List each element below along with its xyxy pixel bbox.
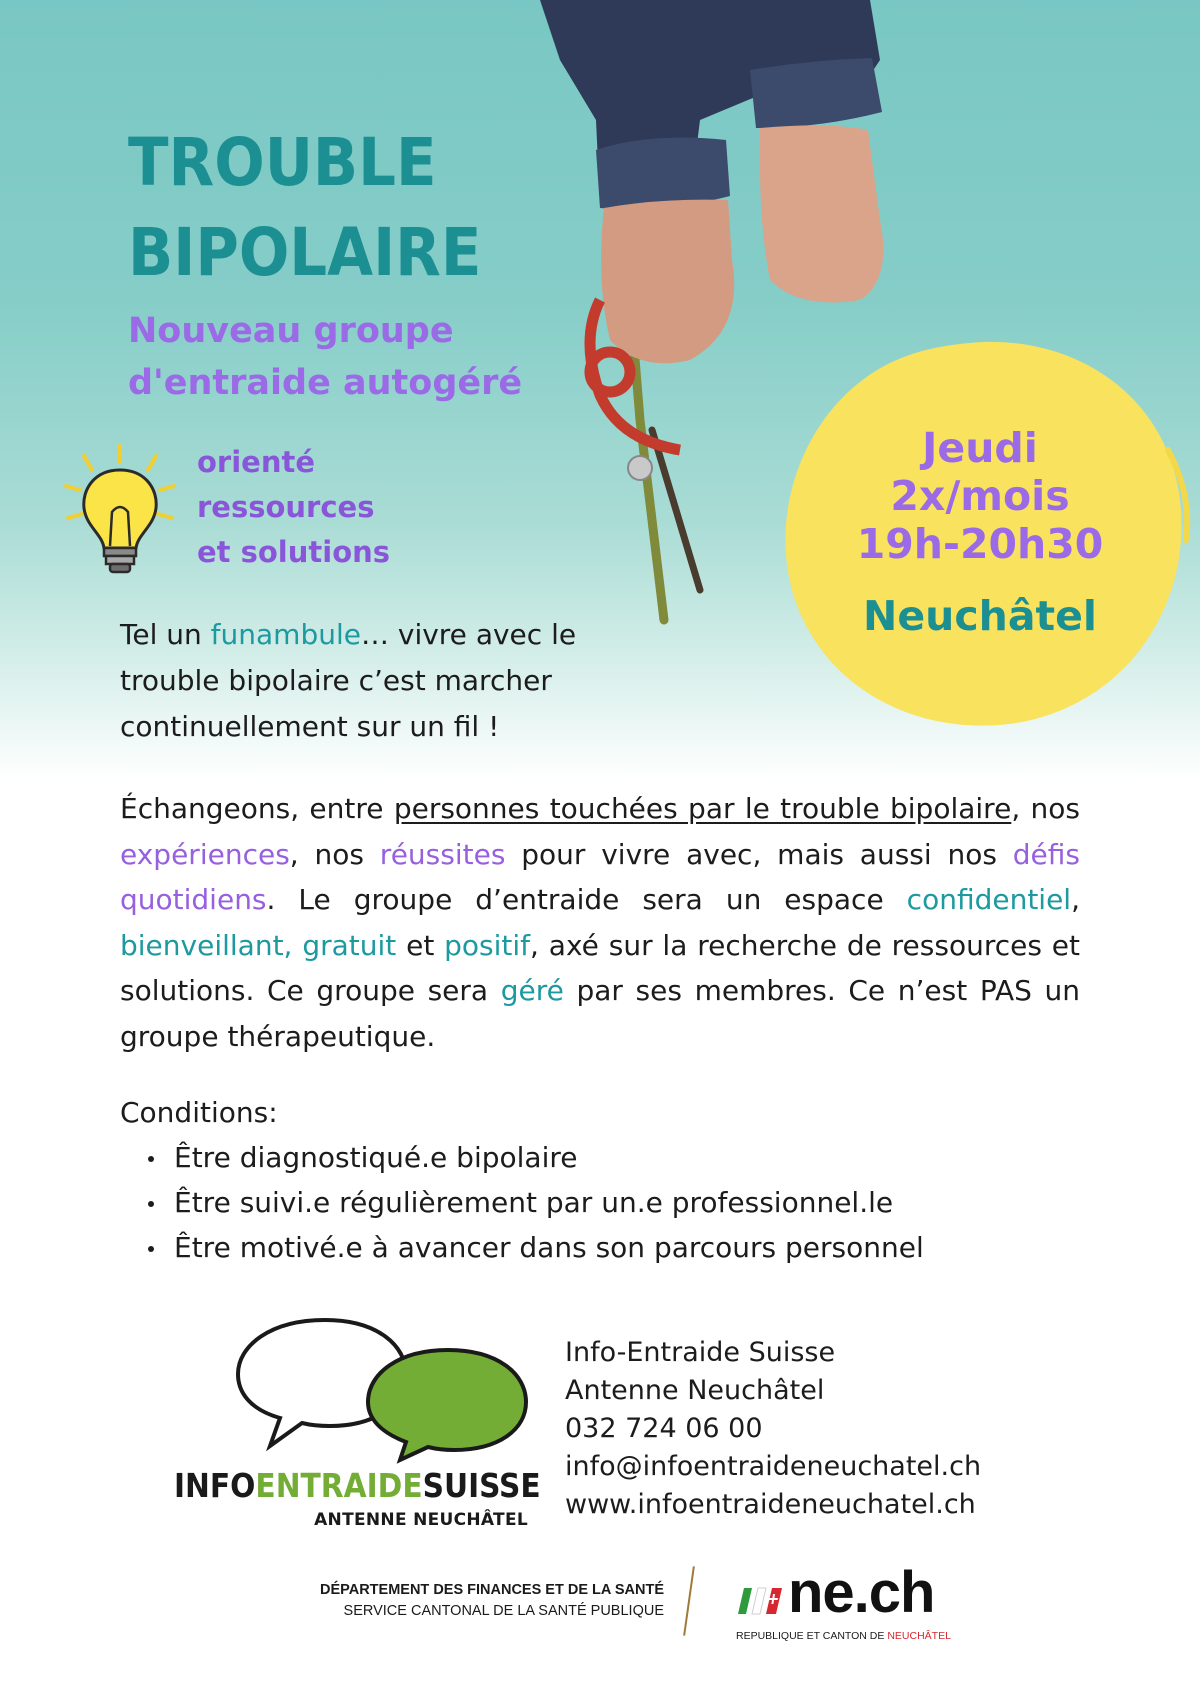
contact-website[interactable]: www.infoentraideneuchatel.ch — [565, 1489, 976, 1520]
conditions-list — [120, 1135, 1100, 1270]
body-text: et — [396, 928, 445, 962]
contact-email[interactable]: info@infoentraideneuchatel.ch — [565, 1451, 982, 1482]
idea-point: ressources — [197, 490, 375, 524]
department-service: SERVICE CANTONAL DE LA SANTÉ PUBLIQUE — [343, 1603, 664, 1619]
footer-divider — [683, 1566, 695, 1636]
intro-part: Tel un — [120, 618, 211, 651]
body-highlight: gratuit — [302, 928, 397, 962]
body-highlight: confidentiel — [906, 883, 1072, 916]
body-text: pour vivre avec, mais aussi nos — [505, 837, 1013, 871]
department-credit — [200, 1580, 664, 1622]
subtitle — [128, 305, 588, 409]
lightbulb-icon — [60, 442, 180, 582]
intro-text — [120, 612, 680, 750]
body-text: . Le groupe d’entraide sera un espace — [266, 883, 907, 916]
body-highlight: bienveillant, — [120, 928, 293, 962]
body-text: , — [1071, 883, 1080, 916]
schedule-time: 19h-20h30 — [856, 520, 1104, 568]
logo-word: INFO — [174, 1466, 256, 1505]
body-text: , axé sur la recherche de ressources et solutions. Ce groupe sera — [120, 928, 1080, 1007]
page-title — [128, 118, 481, 298]
intro-highlight: funambule — [210, 618, 361, 651]
canton-logo-text: ne.ch — [788, 1560, 935, 1625]
subtitle-line-2: d'entraide autogéré — [128, 363, 523, 403]
title-line-1: TROUBLE — [128, 124, 437, 201]
body-highlight: expériences — [120, 837, 290, 871]
canton-subtitle-highlight: NEUCHÂTEL — [887, 1630, 951, 1642]
contact-phone[interactable]: 032 724 06 00 — [565, 1413, 763, 1444]
condition-item: Être motivé.e à avancer dans son parcours personnel — [174, 1225, 1100, 1270]
canton-subtitle-prefix: REPUBLIQUE ET CANTON DE — [736, 1630, 888, 1642]
idea-point: et solutions — [197, 535, 391, 569]
contact-branch: Antenne Neuchâtel — [565, 1375, 825, 1406]
body-highlight: positif — [444, 928, 531, 962]
body-highlight: défis quotidiens — [120, 837, 1080, 916]
conditions-heading: Conditions: — [120, 1096, 278, 1129]
body-text — [292, 929, 302, 962]
title-line-2: BIPOLAIRE — [128, 214, 482, 291]
condition-item: Être suivi.e régulièrement par un.e professionnel.le — [174, 1180, 1100, 1225]
logo-word: SUISSE — [422, 1466, 541, 1505]
idea-points — [197, 440, 390, 575]
department-name: DÉPARTEMENT DES FINANCES ET DE LA SANTÉ — [320, 1582, 664, 1598]
contact-org: Info-Entraide Suisse — [565, 1337, 836, 1368]
idea-point: orienté — [197, 445, 316, 479]
schedule-frequency: 2x/mois — [890, 472, 1070, 520]
info-entraide-logo — [174, 1466, 541, 1505]
schedule-day: Jeudi — [922, 424, 1038, 472]
body-text: , nos — [289, 837, 380, 871]
canton-subtitle — [736, 1630, 951, 1642]
swiss-cross-icon — [736, 1584, 790, 1618]
body-highlight: réussites — [379, 837, 506, 871]
body-text: par ses membres. Ce n’est PAS un groupe thérapeutique. — [120, 974, 1081, 1053]
condition-item: Être diagnostiqué.e bipolaire — [174, 1135, 1100, 1180]
body-text: Échangeons, entre — [120, 792, 394, 825]
body-text: , nos — [1011, 792, 1081, 825]
contact-info — [565, 1334, 981, 1524]
intro-part: … vivre avec le trouble bipolaire c’est marcher continuellement sur un fil ! — [120, 618, 577, 743]
logo-word: ENTRAIDE — [255, 1466, 423, 1505]
speech-bubbles-icon — [230, 1314, 540, 1464]
body-highlight: géré — [500, 974, 564, 1007]
subtitle-line-1: Nouveau groupe — [128, 311, 454, 351]
logo-subtitle: ANTENNE NEUCHÂTEL — [314, 1510, 528, 1530]
schedule-place: Neuchâtel — [863, 592, 1097, 640]
schedule-details — [820, 424, 1140, 568]
body-underlined: personnes touchées par le trouble bipolaire — [393, 792, 1012, 825]
description-paragraph — [120, 786, 1080, 1059]
conditions-section — [120, 1090, 1100, 1270]
